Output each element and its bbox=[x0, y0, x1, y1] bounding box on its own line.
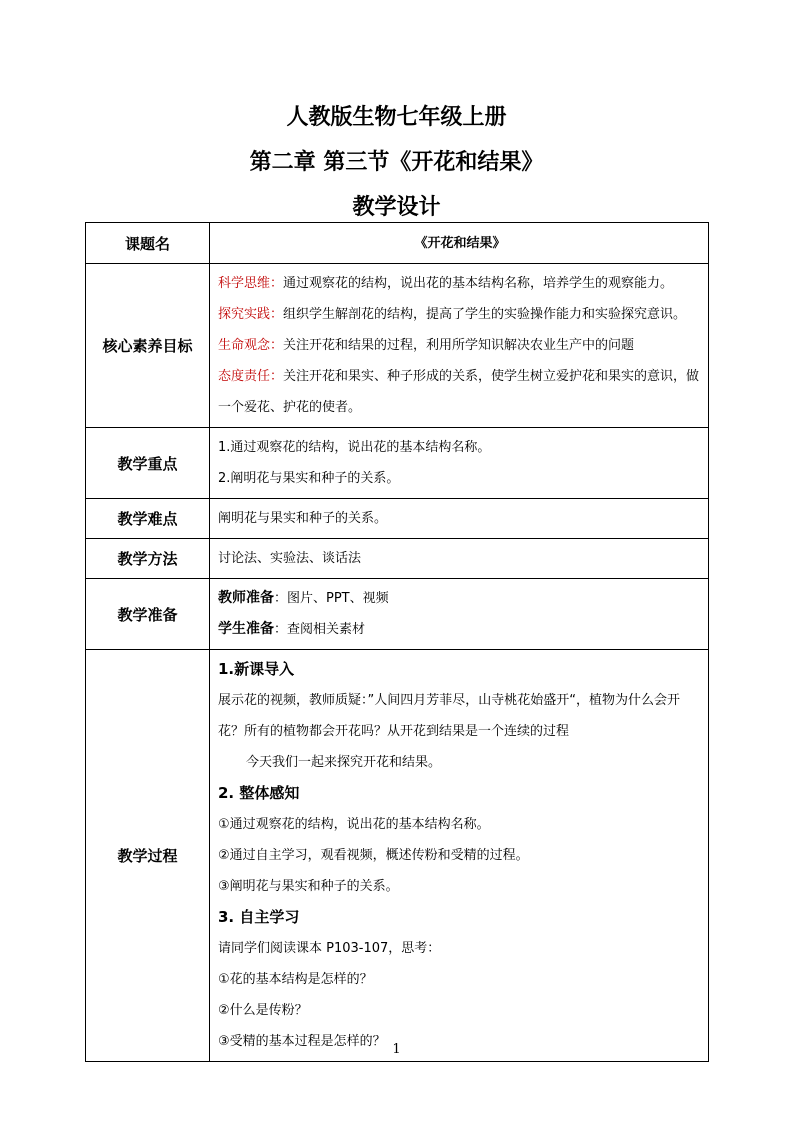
list-item: ③阐明花与果实和种子的关系。 bbox=[218, 879, 399, 894]
label-process: 教学过程 bbox=[86, 650, 210, 1062]
row-process bbox=[86, 650, 709, 1062]
row-difficulty bbox=[86, 499, 709, 539]
list-item: ①花的基本结构是怎样的？ bbox=[218, 972, 373, 987]
page-number: 1 bbox=[392, 1042, 401, 1057]
lesson-table bbox=[85, 222, 709, 1062]
key-point-item: 1.通过观察花的结构，说出花的基本结构名称。 bbox=[218, 440, 491, 455]
label-method: 教学方法 bbox=[86, 539, 210, 579]
goal-text: 关注开花和果实、种子形成的关系，使学生树立爱护花和果实的意识，做一个爱花、护花的使者。 bbox=[218, 369, 700, 415]
list-item: ③受精的基本过程是怎样的？ bbox=[218, 1034, 386, 1049]
goal-item bbox=[218, 299, 702, 330]
process-paragraph: 请同学们阅读课本 P103-107，思考： bbox=[218, 941, 441, 956]
row-prep bbox=[86, 579, 709, 650]
prep-content bbox=[210, 579, 709, 650]
goal-tag: 生命观念： bbox=[218, 338, 284, 353]
section-heading: 1.新课导入 bbox=[218, 660, 295, 678]
section-heading: 2. 整体感知 bbox=[218, 784, 300, 802]
process-content bbox=[210, 650, 709, 1062]
process-paragraph: 展示花的视频，教师质疑：”人间四月芳菲尽，山寺桃花始盛开“，植物为什么会开花？所有的植物都会开花吗？从开花到结果是一个连续的过程 bbox=[218, 693, 680, 739]
doc-type: 教学设计 bbox=[352, 194, 441, 220]
goal-text: 通过观察花的结构，说出花的基本结构名称，培养学生的观察能力。 bbox=[283, 276, 674, 291]
label-prep: 教学准备 bbox=[86, 579, 210, 650]
row-key-points bbox=[86, 428, 709, 499]
value-title: 《开花和结果》 bbox=[210, 223, 709, 264]
goal-tag: 科学思维： bbox=[218, 276, 284, 291]
label-title: 课题名 bbox=[86, 223, 210, 264]
prep-teacher-label: 教师准备 bbox=[218, 590, 274, 606]
goals-content bbox=[210, 264, 709, 428]
section-heading: 3. 自主学习 bbox=[218, 908, 300, 926]
row-goals bbox=[86, 264, 709, 428]
key-point-item: 2.阐明花与果实和种子的关系。 bbox=[218, 471, 400, 486]
doc-title: 人教版生物七年级上册 bbox=[286, 104, 507, 130]
goal-item bbox=[218, 268, 702, 299]
value-method: 讨论法、实验法、谈话法 bbox=[210, 539, 709, 579]
label-difficulty: 教学难点 bbox=[86, 499, 210, 539]
key-points-content bbox=[210, 428, 709, 499]
goal-text: 组织学生解剖花的结构，提高了学生的实验操作能力和实验探究意识。 bbox=[283, 307, 687, 322]
doc-subtitle: 第二章 第三节《开花和结果》 bbox=[249, 149, 544, 175]
goal-tag: 探究实践： bbox=[218, 307, 284, 322]
row-method bbox=[86, 539, 709, 579]
goal-tag: 态度责任： bbox=[218, 369, 284, 384]
goal-item bbox=[218, 361, 702, 423]
label-goals: 核心素养目标 bbox=[86, 264, 210, 428]
prep-student-value: ：查阅相关素材 bbox=[274, 622, 366, 637]
list-item: ②什么是传粉？ bbox=[218, 1003, 308, 1018]
process-paragraph: 今天我们一起来探究开花和结果。 bbox=[246, 755, 442, 770]
prep-student-label: 学生准备 bbox=[218, 621, 274, 637]
prep-teacher bbox=[218, 583, 702, 614]
row-title bbox=[86, 223, 709, 264]
label-key-points: 教学重点 bbox=[86, 428, 210, 499]
value-difficulty: 阐明花与果实和种子的关系。 bbox=[210, 499, 709, 539]
list-item: ①通过观察花的结构，说出花的基本结构名称。 bbox=[218, 817, 490, 832]
goal-item bbox=[218, 330, 702, 361]
list-item: ②通过自主学习，观看视频，概述传粉和受精的过程。 bbox=[218, 848, 529, 863]
prep-student bbox=[218, 614, 702, 645]
prep-teacher-value: ：图片、PPT、视频 bbox=[274, 591, 389, 606]
goal-text: 关注开花和结果的过程，利用所学知识解决农业生产中的问题 bbox=[283, 338, 635, 353]
